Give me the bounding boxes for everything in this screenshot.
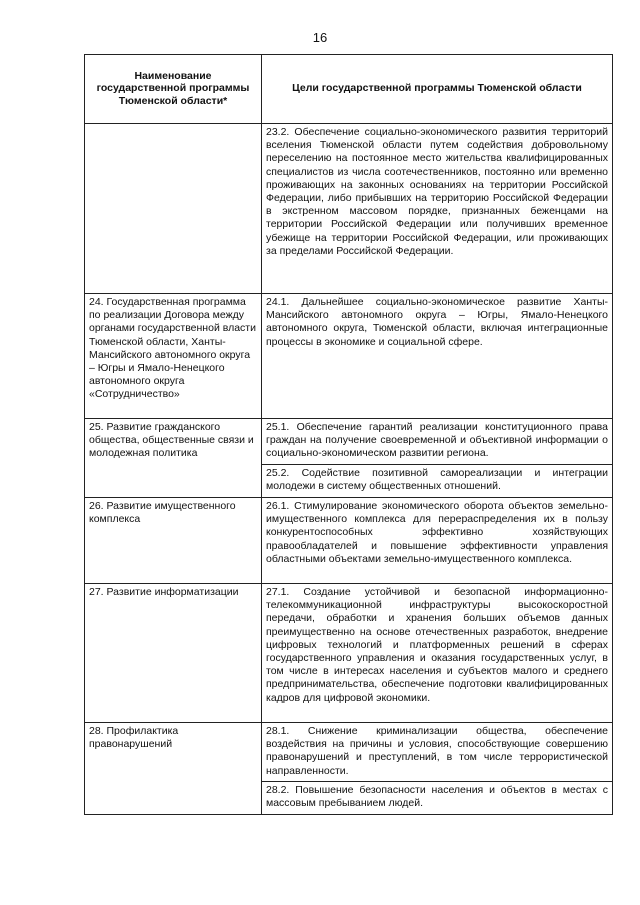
goal-cell: 25.2. Содействие позитивной самореализации и интеграции молодежи в систему общественных отношений. <box>262 465 613 498</box>
page-number: 16 <box>312 30 328 45</box>
table-row <box>85 723 613 782</box>
table-row <box>85 294 613 419</box>
header-program-name: Наименование государственной программы Тюменской области* <box>85 55 262 124</box>
goal-cell: 28.1. Снижение криминализации общества, обеспечение воздействия на причины и условия, способствующие совершению правонарушений и преступлений, в том числе террористической направленности. <box>262 723 613 782</box>
program-cell: 28. Профилактика правонарушений <box>85 723 262 815</box>
goal-cell: 23.2. Обеспечение социально-экономического развития территорий вселения Тюменской области путем содействия добровольному переселению на постоянное место жительства квалифицированных специалистов из числа соотечественников, постоянно или временно проживающих на законных основаниях на территории Российской Федерации, либо прибывших на территорию Российской Федерации в экстренном массовом порядке, признанных беженцами на территории Российской Федерации или получивших временное убежище на территории Российской Федерации, или проживающих за пределами Российской Федерации. <box>262 124 613 294</box>
table-row <box>85 498 613 584</box>
table-row <box>85 584 613 723</box>
table-header-row <box>85 55 613 124</box>
goal-cell: 24.1. Дальнейшее социально-экономическое развитие Ханты-Мансийского автономного округа – Югры, Ямало-Ненецкого автономного округа, Тюменской области, включая интеграционные процессы в экономике и социальной сфере. <box>262 294 613 419</box>
program-cell: 24. Государственная программа по реализации Договора между органами государственной власти Тюменской области, Ханты-Мансийского автономного округа – Югры и Ямало-Ненецкого автономного округа «Сотрудничество» <box>85 294 262 419</box>
table-row <box>85 419 613 465</box>
programs-table <box>84 54 613 815</box>
table-row <box>85 124 613 294</box>
header-program-goals: Цели государственной программы Тюменской области <box>262 55 613 124</box>
goal-cell: 28.2. Повышение безопасности населения и объектов в местах с массовым пребыванием людей. <box>262 782 613 815</box>
program-cell: 26. Развитие имущественного комплекса <box>85 498 262 584</box>
goal-cell: 26.1. Стимулирование экономического оборота объектов земельно-имущественного комплекса для перераспределения их в пользу конкурентоспособных эффективно хозяйствующих правообладателей и повышение эффективности управления областными объектами земельно-имущественного комплекса. <box>262 498 613 584</box>
program-cell <box>85 124 262 294</box>
goal-cell: 27.1. Создание устойчивой и безопасной информационно-телекоммуникационной инфраструктуры высокоскоростной передачи, обработки и хранения больших объемов данных преимущественно на основе отечественных разработок, внедрение цифровых технологий и платформенных решений в сферах государственного управления и оказания государственных услуг, в том числе в интересах населения и субъектов малого и среднего предпринимательства, обеспечение подготовки квалифицированных кадров для цифровой экономики. <box>262 584 613 723</box>
program-cell: 25. Развитие гражданского общества, общественные связи и молодежная политика <box>85 419 262 498</box>
program-cell: 27. Развитие информатизации <box>85 584 262 723</box>
goal-cell: 25.1. Обеспечение гарантий реализации конституционного права граждан на получение своевременной и объективной информации о социально-экономическом развитии региона. <box>262 419 613 465</box>
